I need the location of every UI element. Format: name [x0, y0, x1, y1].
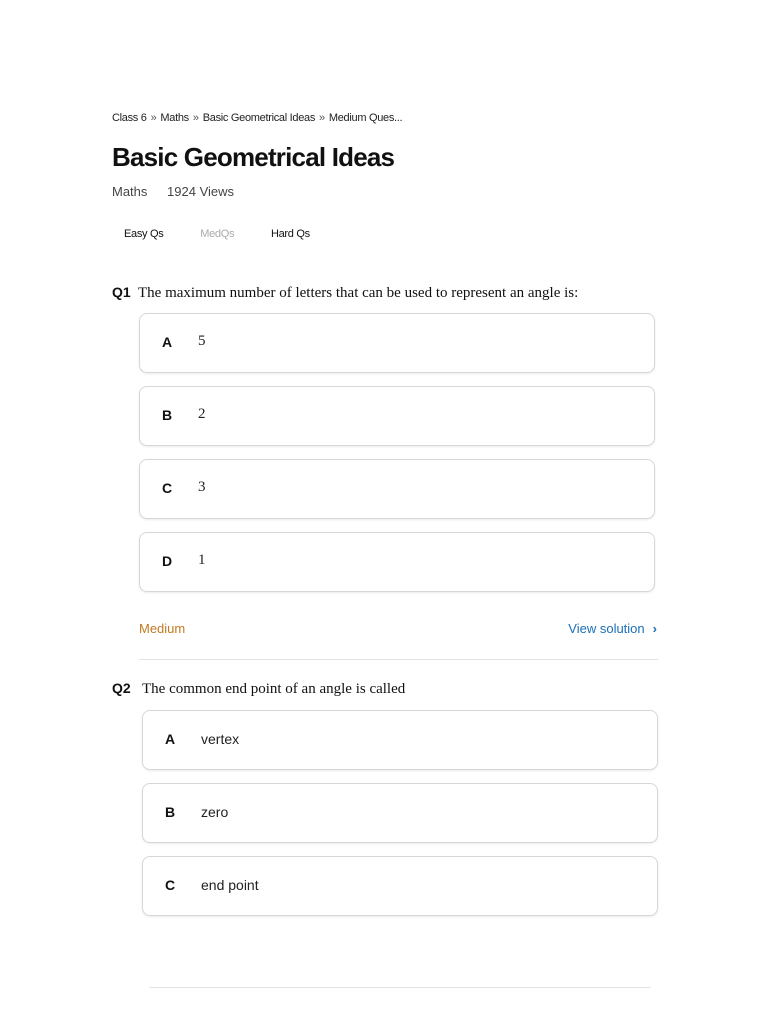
question-1: [112, 284, 658, 302]
question-2: [112, 680, 658, 698]
breadcrumb-sep: »: [192, 112, 199, 124]
section-divider: [149, 987, 651, 988]
difficulty-tabs: [124, 228, 310, 240]
page-meta: [112, 184, 234, 199]
option-letter: D: [162, 553, 173, 569]
option-value: 1: [198, 552, 206, 568]
option-letter: A: [165, 731, 176, 747]
subject-label: Maths: [112, 184, 148, 199]
breadcrumb-chapter[interactable]: Basic Geometrical Ideas: [202, 112, 316, 124]
breadcrumb-sep: »: [150, 112, 157, 124]
breadcrumb-subject[interactable]: Maths: [160, 112, 189, 124]
tab-medium[interactable]: MedQs: [200, 228, 235, 240]
view-solution-link[interactable]: [568, 621, 657, 636]
views-count: 1924 Views: [167, 184, 235, 199]
option-letter: B: [162, 407, 173, 423]
question-text: The common end point of an angle is called: [142, 681, 406, 697]
option-letter: C: [162, 480, 173, 496]
question-divider: [139, 659, 658, 660]
option-value: vertex: [201, 731, 240, 747]
option-b[interactable]: [139, 386, 655, 446]
question-number: Q1: [112, 284, 131, 300]
option-value: end point: [201, 877, 259, 893]
option-letter: C: [165, 877, 176, 893]
option-d[interactable]: [139, 532, 655, 592]
breadcrumb-sep: »: [319, 112, 325, 124]
option-letter: B: [165, 804, 176, 820]
breadcrumb-class[interactable]: Class 6: [112, 112, 147, 124]
tab-easy[interactable]: Easy Qs: [124, 228, 164, 240]
option-c[interactable]: [142, 856, 658, 916]
option-value: 3: [198, 479, 206, 495]
option-value: zero: [201, 804, 229, 820]
option-b[interactable]: [142, 783, 658, 843]
question-header: [112, 284, 658, 302]
breadcrumb: [112, 112, 402, 124]
question-header: [112, 680, 658, 698]
question-text: The maximum number of letters that can be used to represent an angle is:: [138, 285, 579, 301]
question-number: Q2: [112, 680, 131, 696]
option-letter: A: [162, 334, 173, 350]
option-c[interactable]: [139, 459, 655, 519]
option-a[interactable]: [142, 710, 658, 770]
view-solution-label: View solution: [568, 621, 645, 636]
breadcrumb-current[interactable]: Medium Ques...: [328, 112, 403, 124]
option-a[interactable]: [139, 313, 655, 373]
tab-hard[interactable]: Hard Qs: [270, 228, 310, 240]
page-title: Basic Geometrical Ideas: [112, 142, 395, 172]
chevron-right-icon: ›: [652, 621, 657, 636]
option-value: 2: [198, 406, 206, 422]
option-value: 5: [198, 333, 206, 349]
difficulty-badge: Medium: [139, 621, 186, 636]
